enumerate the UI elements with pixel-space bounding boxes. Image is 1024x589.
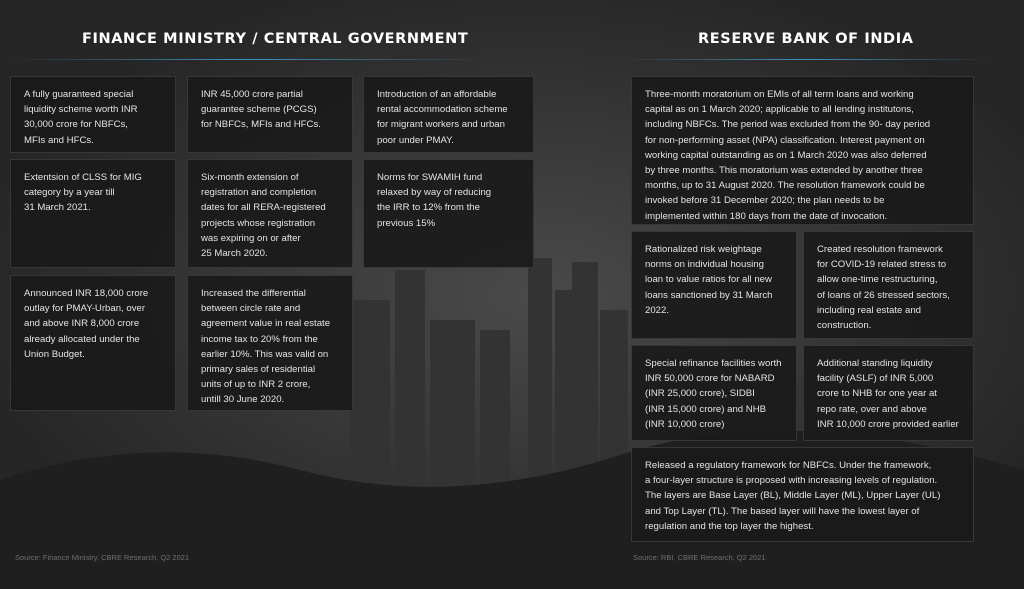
rbi-heading: RESERVE BANK OF INDIA [698,31,914,47]
finance-card-pcgs: INR 45,000 crore partial guarantee scheme (PCGS) for NBFCs, MFIs and HFCs. [187,76,353,153]
rbi-card-aslf: Additional standing liquidity facility (ASLF) of INR 5,000 crore to NHB for one year at repo rate, over and above INR 10,000 crore provided earlier [803,345,974,441]
rbi-source-note: Source: RBI, CBRE Research, Q2 2021 [633,553,766,562]
rbi-card-risk-weightage: Rationalized risk weightage norms on individual housing loan to value ratios for all new loans sanctioned by 31 March 2022. [631,231,797,339]
finance-heading-underline [8,59,488,60]
rbi-heading-underline [620,59,990,60]
finance-card-rental-scheme: Introduction of an affordable rental accommodation scheme for migrant workers and urban poor under PMAY. [363,76,534,153]
finance-card-liquidity-scheme: A fully guaranteed special liquidity scheme worth INR 30,000 crore for NBFCs, MFIs and HFCs. [10,76,176,153]
finance-card-clss: Extentsion of CLSS for MIG category by a year till 31 March 2021. [10,159,176,268]
finance-card-rera: Six-month extension of registration and completion dates for all RERA-registered projects whose registration was expiring on or after 25 March 2020. [187,159,353,268]
finance-card-circle-rate: Increased the differential between circle rate and agreement value in real estate income tax to 20% from the earlier 10%. This was valid on primary sales of residential units of up to INR 2 crore, untill 30 June 2020. [187,275,353,411]
rbi-card-refinance-facilities: Special refinance facilities worth INR 50,000 crore for NABARD (INR 25,000 crore), SIDBI (INR 15,000 crore) and NHB (INR 10,000 crore) [631,345,797,441]
rbi-card-moratorium: Three-month moratorium on EMIs of all term loans and working capital as on 1 March 2020; applicable to all lending institutons, including NBFCs. The period was excluded from the 90- day period for non-performing asset (NPA) classification. Interest payment on working capital outstanding as on 1 March 2020 was also deferred by three months. This moratorium was extended by another three months, up to 31 August 2020. The resolution framework could be invoked before 31 December 2020; the plan needs to be implemented within 180 days from the date of invocation. [631,76,974,225]
finance-source-note: Source: Finance Ministry, CBRE Research, Q2 2021 [15,553,190,562]
finance-card-pmay-urban: Announced INR 18,000 crore outlay for PMAY-Urban, over and above INR 8,000 crore already allocated under the Union Budget. [10,275,176,411]
finance-card-swamih: Norms for SWAMIH fund relaxed by way of reducing the IRR to 12% from the previous 15% [363,159,534,268]
rbi-card-resolution-framework: Created resolution framework for COVID-19 related stress to allow one-time restructuring, of loans of 26 stressed sectors, including real estate and construction. [803,231,974,339]
finance-heading: FINANCE MINISTRY / CENTRAL GOVERNMENT [82,31,469,47]
rbi-card-nbfc-framework: Released a regulatory framework for NBFCs. Under the framework, a four-layer structure is proposed with increasing levels of regulation. The layers are Base Layer (BL), Middle Layer (ML), Upper Layer (UL) and Top Layer (TL). The based layer will have the lowest layer of regulation and the top layer the highest. [631,447,974,542]
